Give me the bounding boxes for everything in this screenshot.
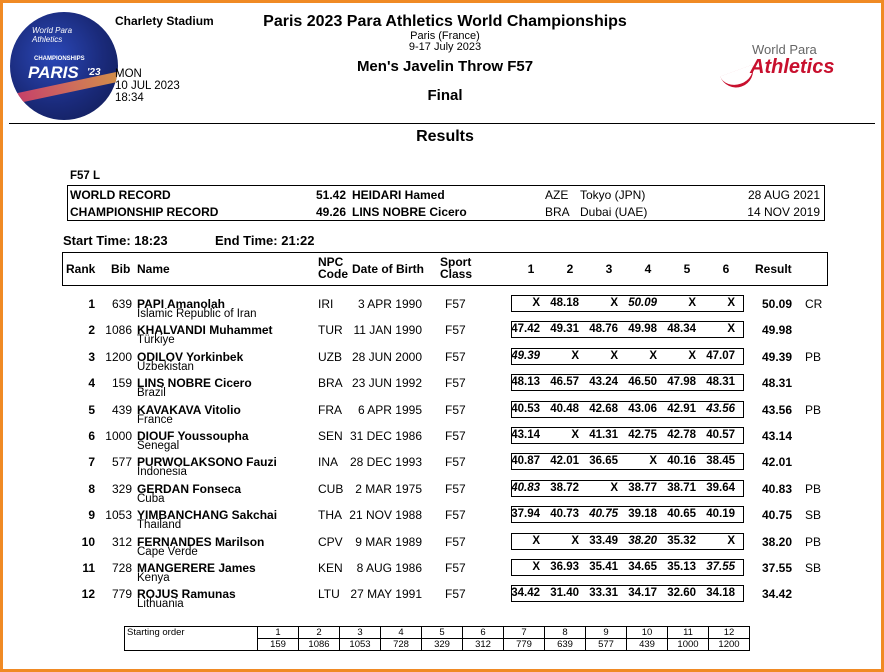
athlete-npc: TUR — [318, 323, 343, 337]
record-date: 28 AUG 2021 — [747, 188, 820, 202]
col-npc-line1: NPC — [318, 255, 344, 269]
athlete-country: Türkiye — [137, 334, 175, 346]
starting-order-bib: 728 — [381, 639, 422, 651]
attempt-mark: 38.45 — [706, 455, 735, 467]
attempt-mark: 34.42 — [511, 587, 540, 599]
athlete-bib: 329 — [111, 482, 132, 496]
attempt-mark: 35.13 — [667, 561, 696, 573]
venue: Charlety Stadium — [115, 14, 214, 28]
attempt-mark: 41.31 — [589, 429, 618, 441]
col-attempt-6: 6 — [722, 262, 730, 276]
logo-line1: World Para — [32, 26, 73, 35]
wpa-logo-line1: World Para — [752, 42, 817, 57]
athlete-name: LINS NOBRE Cicero — [137, 376, 252, 390]
athlete-bib: 312 — [111, 535, 132, 549]
record-npc: AZE — [545, 188, 569, 202]
athlete-name: GERDAN Fonseca — [137, 482, 242, 496]
record-date: 14 NOV 2019 — [747, 205, 820, 219]
athlete-note: CR — [805, 297, 823, 311]
starting-order-bib: 1200 — [709, 639, 750, 651]
attempt-mark: 42.78 — [667, 429, 696, 441]
attempt-mark: 46.57 — [550, 376, 579, 388]
attempt-mark: 39.64 — [706, 482, 735, 494]
attempt-mark: 46.50 — [628, 376, 657, 388]
athlete-class: F57 — [445, 376, 466, 390]
attempt-mark: 43.24 — [589, 376, 618, 388]
athlete-country: Cape Verde — [137, 546, 198, 558]
col-attempt-5: 5 — [683, 262, 691, 276]
col-class-line1: Sport — [440, 255, 472, 269]
attempt-mark: 48.18 — [550, 297, 579, 309]
athlete-result: 34.42 — [762, 587, 793, 601]
athlete-note: PB — [805, 482, 822, 496]
athlete-dob: 27 MAY 1991 — [350, 587, 422, 601]
attempt-mark: 31.40 — [550, 587, 579, 599]
col-bib: Bib — [111, 262, 131, 276]
attempt-mark: 48.13 — [511, 376, 540, 388]
round-title: Final — [427, 87, 463, 104]
attempt-mark: 47.98 — [667, 376, 696, 388]
athlete-country: Indonesia — [137, 466, 187, 478]
attempt-mark: 40.73 — [550, 508, 579, 520]
athlete-name: PURWOLAKSONO Fauzi — [137, 455, 277, 469]
athlete-name: ODILOV Yorkinbek — [137, 350, 244, 364]
starting-order-bib: 329 — [422, 639, 463, 651]
attempt-mark: 49.39 — [511, 350, 540, 362]
header-divider — [9, 123, 875, 124]
record-place: Dubai (UAE) — [580, 205, 648, 219]
logo-paris-text: PARIS — [28, 63, 79, 82]
athlete-npc: SEN — [318, 429, 343, 443]
athlete-result: 48.31 — [762, 376, 793, 390]
attempt-mark: 40.65 — [667, 508, 696, 520]
attempt-mark: 48.31 — [706, 376, 735, 388]
attempt-mark: X — [532, 297, 540, 309]
class-label: F57 L — [70, 170, 101, 182]
attempt-mark: 42.68 — [589, 403, 618, 415]
col-attempt-4: 4 — [644, 262, 652, 276]
col-name: Name — [137, 262, 170, 276]
attempt-mark: 40.87 — [511, 455, 540, 467]
attempt-mark: 40.75 — [589, 508, 618, 520]
starting-order-position: 6 — [463, 627, 504, 639]
athlete-dob: 31 DEC 1986 — [349, 429, 422, 443]
starting-order-position: 3 — [340, 627, 381, 639]
report-datetime — [115, 68, 180, 104]
attempt-mark: 33.31 — [589, 587, 618, 599]
attempt-mark: 49.98 — [628, 323, 657, 335]
athlete-npc: KEN — [318, 561, 343, 575]
starting-order-position: 4 — [381, 627, 422, 639]
athlete-dob: 28 DEC 1993 — [349, 455, 422, 469]
athlete-name: KHALVANDI Muhammet — [137, 323, 273, 337]
starting-order-table — [124, 626, 750, 651]
athlete-class: F57 — [445, 455, 466, 469]
athlete-rank: 10 — [81, 535, 95, 549]
col-rank: Rank — [66, 262, 96, 276]
athlete-country: Thailand — [137, 519, 182, 531]
attempt-mark: 40.16 — [667, 455, 696, 467]
record-holder: HEIDARI Hamed — [352, 188, 445, 202]
starting-order-position: 10 — [627, 627, 668, 639]
athlete-note: SB — [805, 508, 822, 522]
athlete-npc: CPV — [318, 535, 343, 549]
athlete-bib: 639 — [111, 297, 132, 311]
record-label: CHAMPIONSHIP RECORD — [70, 205, 219, 219]
athlete-country: Brazil — [137, 387, 166, 399]
athlete-npc: INA — [318, 455, 339, 469]
col-attempt-1: 1 — [527, 262, 535, 276]
col-attempt-2: 2 — [566, 262, 574, 276]
attempt-mark: X — [610, 350, 618, 362]
col-dob: Date of Birth — [352, 262, 424, 276]
record-place: Tokyo (JPN) — [580, 188, 646, 202]
athlete-dob: 3 APR 1990 — [357, 297, 422, 311]
athlete-npc: IRI — [318, 297, 334, 311]
logo-year-text: '23 — [87, 67, 101, 78]
athlete-dob: 11 JAN 1990 — [353, 323, 422, 337]
attempt-mark: 50.09 — [628, 297, 657, 309]
attempt-mark: X — [610, 297, 618, 309]
athlete-dob: 2 MAR 1975 — [355, 482, 422, 496]
logo-wpa-text — [32, 26, 72, 44]
athlete-class: F57 — [445, 561, 466, 575]
section-title: Results — [416, 128, 474, 145]
attempt-mark: 33.49 — [589, 535, 618, 547]
starting-order-position: 11 — [668, 627, 709, 639]
attempt-mark: 47.07 — [706, 350, 735, 362]
athlete-name: KAVAKAVA Vitolio — [137, 403, 241, 417]
athlete-dob: 28 JUN 2000 — [351, 350, 422, 364]
athlete-bib: 1053 — [105, 508, 132, 522]
athlete-bib: 159 — [111, 376, 132, 390]
attempt-mark: 35.32 — [667, 535, 696, 547]
starting-order-position: 12 — [709, 627, 750, 639]
athlete-npc: FRA — [318, 403, 342, 417]
starting-order-bib: 439 — [627, 639, 668, 651]
report-time: 18:34 — [115, 92, 144, 104]
athlete-rank: 7 — [88, 455, 95, 469]
athlete-dob: 8 AUG 1986 — [356, 561, 422, 575]
attempt-mark: X — [727, 535, 735, 547]
athlete-bib: 779 — [111, 587, 132, 601]
athlete-class: F57 — [445, 297, 466, 311]
athlete-rank: 12 — [81, 587, 95, 601]
report-date: 10 JUL 2023 — [115, 80, 180, 92]
col-npc — [318, 256, 348, 280]
athlete-result: 40.75 — [762, 508, 793, 522]
athlete-country: Islamic Republic of Iran — [137, 308, 257, 320]
athlete-name: MANGERERE James — [137, 561, 256, 575]
attempt-mark: 34.18 — [706, 587, 735, 599]
record-mark: 51.42 — [315, 188, 346, 202]
logo-line2: Athletics — [32, 35, 63, 44]
attempt-mark: 49.31 — [550, 323, 579, 335]
record-mark: 49.26 — [315, 205, 346, 219]
starting-order-bib: 577 — [586, 639, 627, 651]
athlete-note: PB — [805, 350, 822, 364]
athlete-rank: 3 — [88, 350, 95, 364]
athlete-npc: CUB — [318, 482, 344, 496]
athlete-result: 43.56 — [762, 403, 793, 417]
athlete-country: Senegal — [137, 440, 180, 452]
attempt-mark: 40.57 — [706, 429, 735, 441]
athlete-rank: 8 — [88, 482, 95, 496]
attempt-mark: 40.19 — [706, 508, 735, 520]
athlete-name: ROJUS Ramunas — [137, 587, 236, 601]
col-class — [440, 256, 472, 280]
attempt-mark: 40.83 — [511, 482, 540, 494]
athlete-class: F57 — [445, 350, 466, 364]
athlete-class: F57 — [445, 587, 466, 601]
athlete-country: Cuba — [137, 493, 165, 505]
attempt-mark: 47.42 — [511, 323, 540, 335]
attempt-mark: 38.72 — [550, 482, 579, 494]
wpa-logo-line2: Athletics — [750, 56, 835, 78]
attempt-mark: 35.41 — [589, 561, 618, 573]
end-time-label: End Time: — [215, 233, 278, 248]
attempt-mark: X — [649, 350, 657, 362]
starting-order-positions — [125, 627, 750, 639]
starting-order-label: Starting order — [125, 627, 258, 651]
athlete-note: PB — [805, 403, 822, 417]
logo-champ-text: CHAMPIONSHIPS — [34, 56, 85, 62]
attempt-mark: 37.94 — [511, 508, 540, 520]
event-title: Men's Javelin Throw F57 — [356, 58, 534, 75]
athlete-rank: 11 — [82, 561, 95, 575]
athlete-result: 38.20 — [762, 535, 793, 549]
athlete-rank: 4 — [88, 376, 95, 390]
attempt-mark: 38.20 — [628, 535, 657, 547]
record-label: WORLD RECORD — [70, 188, 171, 202]
athlete-npc: THA — [318, 508, 342, 522]
athlete-country: Lithuania — [137, 598, 184, 610]
report-day: MON — [115, 68, 142, 80]
athlete-class: F57 — [445, 508, 466, 522]
attempt-mark: 48.34 — [667, 323, 696, 335]
starting-order-bib: 1000 — [668, 639, 709, 651]
athlete-result: 37.55 — [762, 561, 793, 575]
attempt-mark: X — [688, 350, 696, 362]
athlete-bib: 728 — [111, 561, 132, 575]
championship-location: Paris (France) — [410, 30, 480, 42]
starting-order-bib: 779 — [504, 639, 545, 651]
starting-order-position: 1 — [258, 627, 299, 639]
athlete-class: F57 — [445, 323, 466, 337]
athlete-country: Uzbekistan — [137, 361, 194, 373]
attempt-mark: 38.77 — [628, 482, 657, 494]
attempt-mark: X — [532, 561, 540, 573]
attempt-mark: 37.55 — [706, 561, 735, 573]
col-class-line2: Class — [440, 267, 473, 281]
attempt-mark: 43.06 — [628, 403, 657, 415]
athlete-npc: BRA — [318, 376, 343, 390]
attempt-mark: 34.17 — [628, 587, 657, 599]
athlete-bib: 439 — [111, 403, 132, 417]
starting-order-bib: 159 — [258, 639, 299, 651]
col-npc-line2: Code — [318, 267, 348, 281]
athlete-rank: 6 — [88, 429, 95, 443]
athlete-dob: 9 MAR 1989 — [355, 535, 422, 549]
athlete-npc: UZB — [318, 350, 342, 364]
starting-order-position: 5 — [422, 627, 463, 639]
starting-order-position: 9 — [586, 627, 627, 639]
start-time-label: Start Time: — [63, 233, 131, 248]
athlete-country: Kenya — [137, 572, 170, 584]
world-para-athletics-logo — [722, 40, 852, 90]
attempt-mark: X — [727, 323, 735, 335]
athlete-dob: 23 JUN 1992 — [351, 376, 422, 390]
championship-title: Paris 2023 Para Athletics World Championships — [263, 13, 627, 30]
athlete-result: 42.01 — [762, 455, 793, 469]
attempt-mark: 42.75 — [628, 429, 657, 441]
athlete-name: FERNANDES Marilson — [137, 535, 265, 549]
athlete-rank: 5 — [88, 403, 95, 417]
athlete-result: 40.83 — [762, 482, 793, 496]
athlete-bib: 1200 — [105, 350, 132, 364]
athlete-note: SB — [805, 561, 822, 575]
starting-order-position: 8 — [545, 627, 586, 639]
attempt-mark: 39.18 — [628, 508, 657, 520]
athlete-dob: 21 NOV 1988 — [349, 508, 422, 522]
attempt-mark: X — [649, 455, 657, 467]
attempt-mark: 36.93 — [550, 561, 579, 573]
attempt-mark: X — [571, 350, 579, 362]
athlete-name: DIOUF Youssoupha — [137, 429, 249, 443]
attempt-mark: 43.56 — [706, 403, 735, 415]
attempt-mark: 42.01 — [550, 455, 579, 467]
attempt-mark: 34.65 — [628, 561, 657, 573]
attempt-mark: X — [571, 429, 579, 441]
athlete-rank: 2 — [88, 323, 95, 337]
attempt-mark: 42.91 — [667, 403, 696, 415]
athlete-class: F57 — [445, 535, 466, 549]
col-result: Result — [755, 262, 792, 276]
athlete-rank: 1 — [88, 297, 95, 311]
championship-dates: 9-17 July 2023 — [408, 41, 482, 53]
athlete-note: PB — [805, 535, 822, 549]
athlete-result: 43.14 — [762, 429, 793, 443]
athlete-dob: 6 APR 1995 — [357, 403, 422, 417]
athlete-bib: 1000 — [105, 429, 132, 443]
start-time-value: 18:23 — [134, 233, 168, 248]
attempt-mark: X — [532, 535, 540, 547]
championships-logo — [10, 12, 118, 120]
attempt-mark: X — [571, 535, 579, 547]
start-time — [63, 233, 168, 248]
attempt-mark: 43.14 — [511, 429, 540, 441]
athlete-bib: 1086 — [105, 323, 132, 337]
starting-order-position: 2 — [299, 627, 340, 639]
athlete-result: 49.98 — [762, 323, 793, 337]
athlete-result: 50.09 — [762, 297, 793, 311]
athlete-npc: LTU — [318, 587, 340, 601]
athlete-result: 49.39 — [762, 350, 793, 364]
end-time — [215, 233, 314, 248]
record-holder: LINS NOBRE Cicero — [352, 205, 467, 219]
attempt-mark: X — [727, 297, 735, 309]
starting-order-position: 7 — [504, 627, 545, 639]
attempt-mark: 40.53 — [511, 403, 540, 415]
starting-order-bib: 639 — [545, 639, 586, 651]
col-attempt-3: 3 — [605, 262, 613, 276]
athlete-name: PAPI Amanolah — [137, 297, 226, 311]
athlete-class: F57 — [445, 403, 466, 417]
end-time-value: 21:22 — [281, 233, 315, 248]
attempt-mark: 32.60 — [667, 587, 696, 599]
starting-order-bib: 1086 — [299, 639, 340, 651]
attempt-mark: X — [688, 297, 696, 309]
record-npc: BRA — [545, 205, 570, 219]
athlete-bib: 577 — [111, 455, 132, 469]
athlete-name: YIMBANCHANG Sakchai — [137, 508, 278, 522]
athlete-class: F57 — [445, 482, 466, 496]
starting-order-bib: 1053 — [340, 639, 381, 651]
athlete-country: France — [137, 414, 173, 426]
attempt-mark: 36.65 — [589, 455, 618, 467]
attempt-mark: 48.76 — [589, 323, 618, 335]
athlete-class: F57 — [445, 429, 466, 443]
athlete-rank: 9 — [88, 508, 95, 522]
attempt-mark: X — [610, 482, 618, 494]
attempt-mark: 38.71 — [667, 482, 696, 494]
attempt-mark: 40.48 — [550, 403, 579, 415]
starting-order-bib: 312 — [463, 639, 504, 651]
